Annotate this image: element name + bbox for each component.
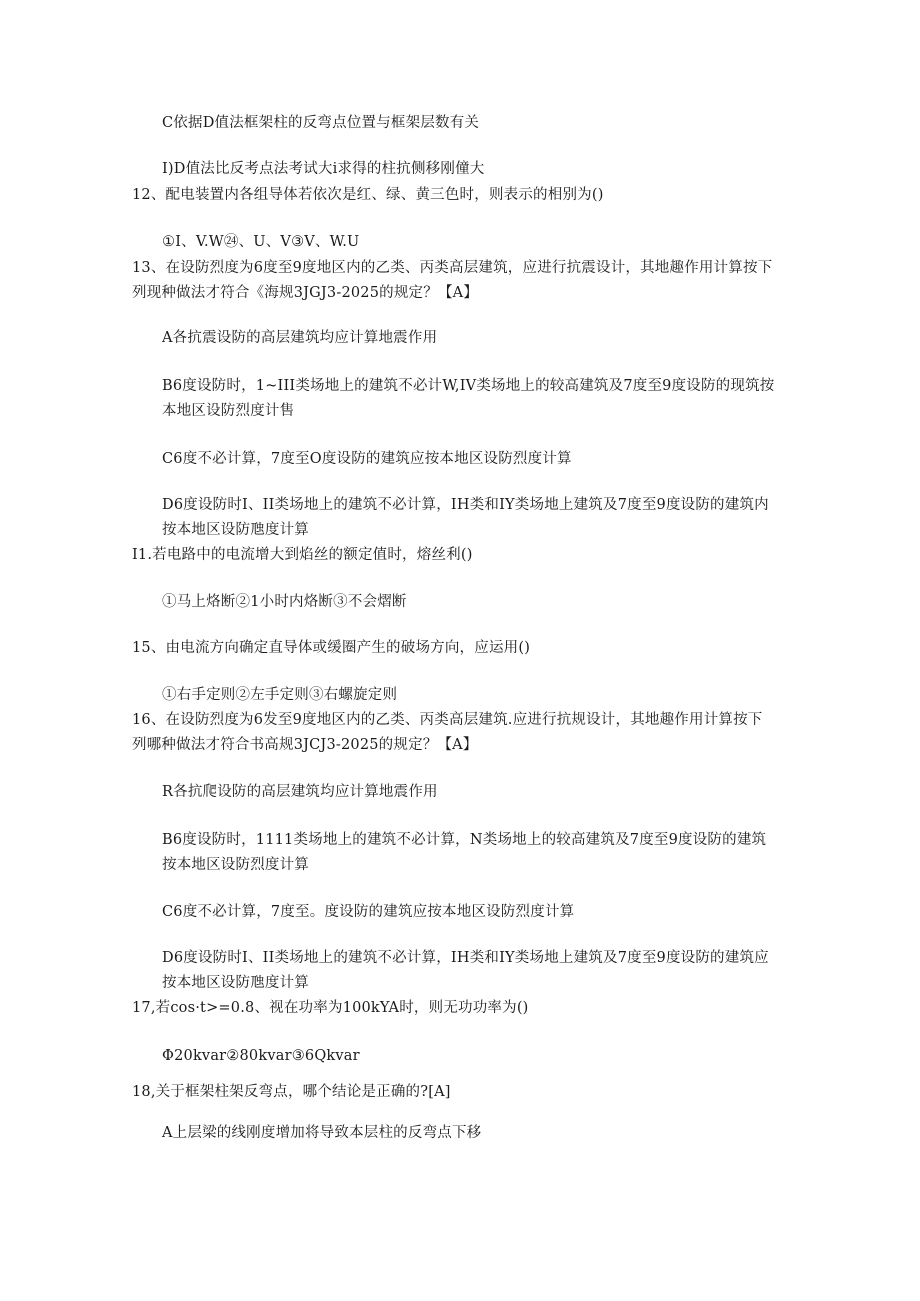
options-17: Φ20kvar②80kvar③6Qkvar: [162, 1048, 360, 1064]
question-15: 15、由电流方向确定直导体或缓圈产生的破场方向，应运用(): [132, 640, 531, 656]
option-13b-line1: B6度设防时，1~III类场地上的建筑不必计W,IV类场地上的较高建筑及7度至9度设防的现筑按: [162, 378, 775, 394]
question-14: I1.若电路中的电流增大到焰丝的额定值时，熔丝利(): [132, 547, 473, 563]
option-16d-line1: D6度设防时I、II类场地上的建筑不必计算，IH类和IY类场地上建筑及7度至9度设防的建筑应: [162, 950, 769, 966]
option-16b-line2: 按本地区设防烈度计算: [162, 857, 309, 873]
option-16b-line1: B6度设防时，1111类场地上的建筑不必计算，N类场地上的较高建筑及7度至9度设防的建筑: [162, 832, 767, 848]
options-15: ①右手定则②左手定则③右螺旋定则: [162, 687, 398, 703]
option-13b-line2: 本地区设防烈度计售: [162, 403, 295, 419]
question-17: 17,若cos·t>=0.8、视在功率为100kYA时，则无功功率为(): [132, 1000, 529, 1016]
option-12c-prev: C依据D值法框架柱的反弯点位置与框架层数有关: [162, 115, 480, 131]
question-13-line2: 列现种做法才符合《海规3JGJ3-2025的规定？【A】: [132, 285, 479, 301]
question-12: 12、配电装置内各组导体若依次是红、绿、黄三色时，则表示的相别为(): [132, 187, 604, 203]
question-16-line2: 列哪种做法才符合书高规3JCJ3-2025的规定？【A】: [132, 737, 478, 753]
question-13-line1: 13、在设防烈度为6度至9度地区内的乙类、丙类高层建筑，应进行抗震设计，其地趣作用计算按下: [132, 260, 773, 276]
option-12d-prev: I)D值法比反考点法考试大i求得的柱抗侧移刚僮大: [162, 161, 485, 177]
option-18a: A上层梁的线刚度增加将导致本层柱的反弯点下移: [162, 1125, 482, 1141]
option-16c: C6度不必计算，7度至。度设防的建筑应按本地区设防烈度计算: [162, 904, 575, 920]
option-13a: A各抗震设防的高层建筑均应计算地震作用: [162, 330, 438, 346]
option-13d-line2: 按本地区设防虺度计算: [162, 522, 309, 538]
option-13c: C6度不必计算，7度至O度设防的建筑应按本地区设防烈度计算: [162, 451, 572, 467]
option-13d-line1: D6度设防时I、II类场地上的建筑不必计算，IH类和IY类场地上建筑及7度至9度设防的建筑内: [162, 497, 769, 513]
option-16d-line2: 按本地区设防虺度计算: [162, 975, 309, 991]
question-18: 18,关于框架柱架反弯点，哪个结论是正确的?[A]: [132, 1084, 451, 1100]
options-14: ①马上烙断②1小时内烙断③不会熠断: [162, 594, 407, 610]
options-12: ①I、V.W㉔、U、V③V、W.U: [162, 234, 360, 250]
option-16a: R各抗爬设防的高层建筑均应计算地震作用: [162, 784, 438, 800]
question-16-line1: 16、在设防烈度为6发至9度地区内的乙类、丙类高层建筑.应进行抗规设计，其地趣作用计算按下: [132, 712, 763, 728]
